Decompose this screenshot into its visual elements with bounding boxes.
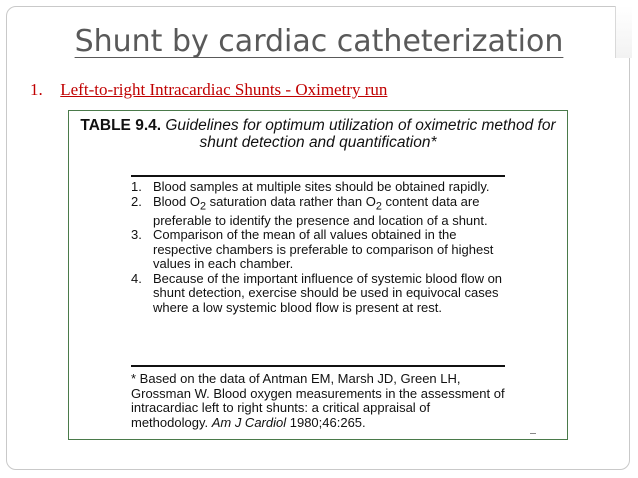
table-label: TABLE 9.4. xyxy=(80,117,162,134)
guideline-text: Because of the important influence of systemic blood flow on shunt detection, exercise should be used in equivocal cases where a low systemic blood flow is present at rest. xyxy=(153,270,503,315)
bullet-item xyxy=(30,80,387,100)
table-rule-top xyxy=(131,175,505,177)
guideline-text: Comparison of the mean of all values obtained in the respective chambers is preferable to comparison of highest values in each chamber. xyxy=(153,227,494,272)
guideline-text: Blood $O_2$ saturation data rather than $O_2$ content data are preferable to identify the presence and location of a shunt. xyxy=(153,193,488,228)
journal-name: Am J Cardiol xyxy=(211,414,287,430)
bullet-number: 1. xyxy=(30,80,43,99)
bullet-link-text[interactable]: Left-to-right Intracardiac Shunts - Oximetry run xyxy=(60,80,388,99)
guideline-item xyxy=(131,272,505,316)
guideline-number: 1. xyxy=(131,179,142,194)
guideline-item xyxy=(131,195,505,229)
table-rule-bottom xyxy=(131,365,505,367)
table-heading xyxy=(69,117,567,151)
table-caption: Guidelines for optimum utilization of oximetric method for shunt detection and quantification* xyxy=(165,117,556,151)
guideline-list xyxy=(131,180,505,315)
guideline-number: 3. xyxy=(131,227,142,243)
guideline-item xyxy=(131,180,505,195)
slide-title: Shunt by cardiac catheterization xyxy=(74,24,564,59)
guideline-number: 2. xyxy=(131,193,142,209)
table-image xyxy=(68,110,568,440)
guideline-number: 4. xyxy=(131,270,142,286)
table-footnote: * Based on the data of Antman EM, Marsh JD, Green LH, Grossman W. Blood oxygen measurements in the assessment of intracardiac left to right shunts: a critical appraisal of methodology. Am J Cardiol 1980;46:265. xyxy=(131,371,505,430)
guideline-text: Blood samples at multiple sites should be obtained rapidly. xyxy=(153,179,490,194)
scan-mark xyxy=(530,433,536,434)
guideline-item xyxy=(131,228,505,272)
